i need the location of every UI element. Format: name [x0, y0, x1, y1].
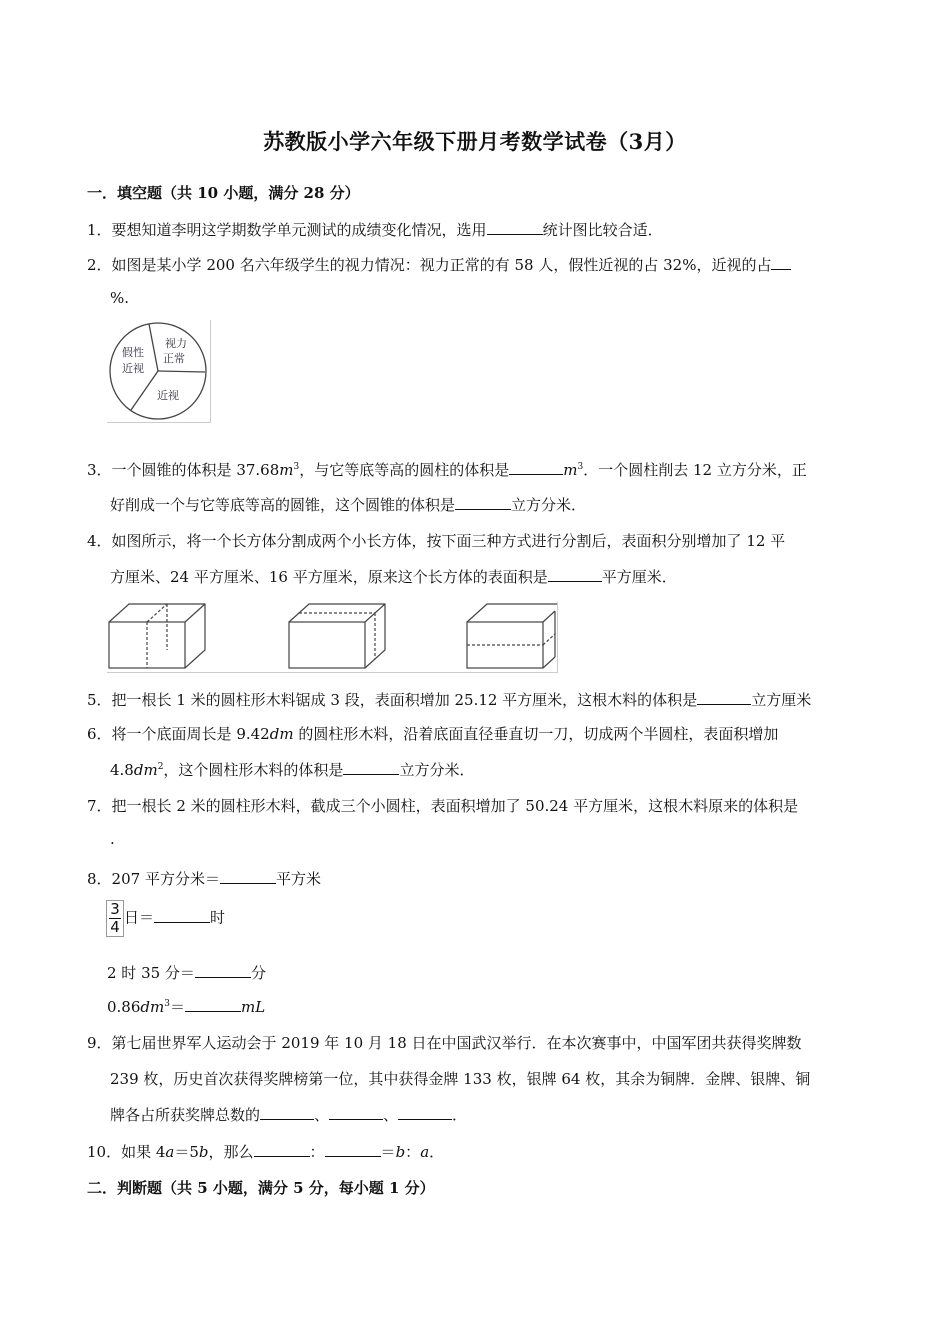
pie-label-left: 假性 — [122, 346, 144, 359]
cuboid-2 — [289, 604, 385, 668]
question-7-line2: . — [110, 830, 115, 848]
question-5: 5．把一根长 1 米的圆柱形木料锯成 3 段，表面积增加 25.12 平方厘米，这根木料的体积是 立方厘米 — [87, 691, 812, 709]
question-3-line2: 好削成一个与它等底等高的圆锥，这个圆锥的体积是 立方分米． — [110, 496, 587, 514]
cuboid-diagrams — [107, 602, 557, 672]
question-8-part4: $0.86dm^3=$ mL — [107, 998, 266, 1016]
question-6: 6．将一个底面周长是 9.42dm 的圆柱形木料，沿着底面直径垂直切一刀，切成两个半圆柱，表面积增加 — [87, 725, 779, 743]
answer-blank[interactable] — [398, 1105, 452, 1120]
question-9-line2: 239 枚，历史首次获得奖牌榜第一位，其中获得金牌 133 枚，银牌 64 枚，其余为铜牌．金牌、银牌、铜 — [110, 1070, 811, 1088]
page-title: 苏教版小学六年级下册月考数学试卷（3月） — [263, 129, 687, 154]
pie-label-bottom: 近视 — [157, 389, 179, 402]
answer-blank[interactable] — [343, 760, 399, 775]
answer-blank[interactable] — [260, 1105, 314, 1120]
question-4-line2: 方厘米、24 平方厘米、16 平方厘米，原来这个长方体的表面积是 平方厘米． — [110, 568, 677, 586]
answer-blank[interactable] — [154, 908, 210, 923]
answer-blank[interactable] — [548, 567, 602, 582]
question-3: 3．一个圆锥的体积是 $37.68m^3$，与它等底等高的圆柱的体积是 $m^3$．一个圆柱削去 12 立方分米，正 — [87, 461, 807, 479]
cuboid-3 — [467, 604, 557, 668]
question-8: 8．207 平方分米＝ 平方米 — [87, 870, 321, 888]
question-7: 7．把一根长 2 米的圆柱形木料，截成三个小圆柱，表面积增加了 50.24 平方厘米，这根木料原来的体积是 — [87, 797, 799, 815]
cuboid-cuts-figure — [107, 602, 558, 673]
pie-label-left2: 近视 — [122, 362, 144, 375]
question-10: 10．如果 4a＝5b，那么 ： ＝b：a． — [87, 1143, 445, 1161]
cuboid-1 — [109, 604, 205, 668]
question-4: 4．如图所示，将一个长方体分割成两个小长方体，按下面三种方式进行分割后，表面积分别增加了 12 平 — [87, 532, 786, 550]
question-9: 9．第七届世界军人运动会于 2019 年 10 月 18 日在中国武汉举行．在本次赛事中，中国军团共获得奖牌数 — [87, 1034, 802, 1052]
question-8-part2: $\frac{3}{4}$ 日＝ 时 — [106, 900, 225, 937]
question-2: 2．如图是某小学 200 名六年级学生的视力情况：视力正常的有 58 人，假性近视的占 32%，近视的占 — [87, 254, 791, 275]
answer-blank[interactable] — [195, 963, 251, 978]
pie-label-right2: 正常 — [163, 352, 185, 365]
question-8-part3: 2 时 35 分＝ 分 — [107, 964, 266, 982]
section-heading-fill-blank: 一．填空题（共 10 小题，满分 28 分） — [87, 184, 360, 202]
answer-blank[interactable] — [697, 690, 751, 705]
pie-label-right: 视力 — [165, 337, 187, 350]
answer-blank[interactable] — [325, 1142, 381, 1157]
question-1: 1．要想知道李明这学期数学单元测试的成绩变化情况，选用 统计图比较合适． — [87, 221, 663, 239]
answer-blank[interactable] — [771, 255, 791, 270]
answer-blank[interactable] — [185, 997, 241, 1012]
answer-blank[interactable] — [455, 495, 511, 510]
fraction-three-quarters: $\frac{3}{4}$ — [106, 900, 124, 937]
answer-blank[interactable] — [254, 1142, 310, 1157]
answer-blank[interactable] — [487, 220, 543, 235]
pie-chart — [107, 320, 210, 422]
answer-blank[interactable] — [220, 869, 276, 884]
question-2-line2: %. — [110, 289, 130, 307]
question-6-line2: $4.8dm^2$，这个圆柱形木料的体积是 立方分米． — [110, 761, 475, 779]
answer-blank[interactable] — [509, 460, 563, 475]
vision-pie-figure — [107, 320, 211, 423]
question-9-line3: 牌各占所获奖牌总数的 、 、 ． — [110, 1106, 468, 1124]
answer-blank[interactable] — [329, 1105, 383, 1120]
section-heading-true-false: 二．判断题（共 5 小题，满分 5 分，每小题 1 分） — [87, 1179, 435, 1197]
